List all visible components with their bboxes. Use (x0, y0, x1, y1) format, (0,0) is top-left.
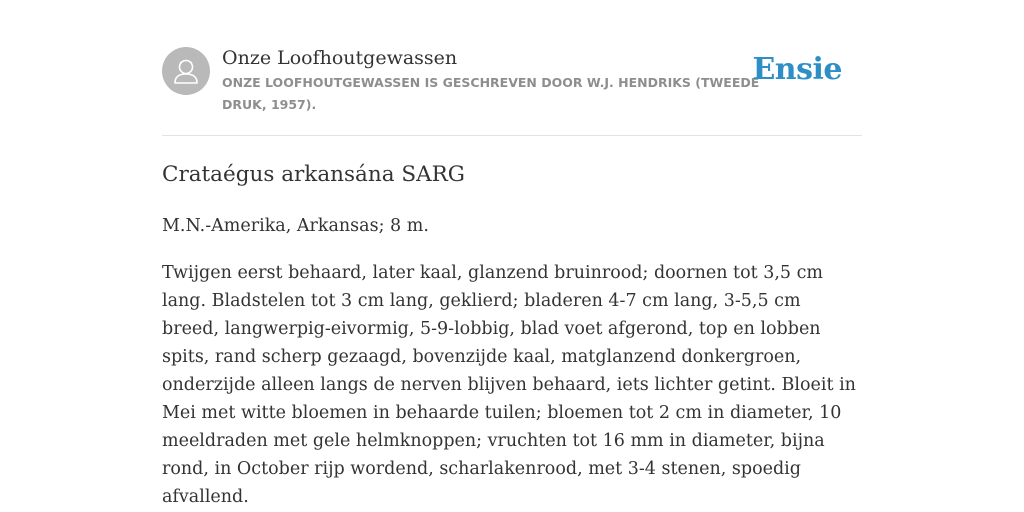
avatar (162, 47, 210, 95)
source-title[interactable]: Onze Loofhoutgewassen (222, 47, 458, 69)
brand-logo[interactable]: Ensie (752, 52, 842, 87)
source-header (162, 44, 862, 136)
user-silhouette-icon (162, 47, 210, 95)
entry-paragraph: M.N.-Amerika, Arkansas; 8 m. (162, 216, 429, 236)
source-description: ONZE LOOFHOUTGEWASSEN IS GESCHREVEN DOOR W.J. HENDRIKS (TWEEDE DRUK, 1957). (222, 75, 760, 112)
entry-paragraph: Twijgen eerst behaard, later kaal, glanzend bruinrood; doornen tot 3,5 cm lang. Bladstelen tot 3 cm lang, geklierd; bladeren 4-7 cm lang, 3-5,5 cm breed, langwerpig-eivormig, 5-9-lobbig, blad voet afgerond, top en lobben spits, rand scherp gezaagd, bovenzijde kaal, matglanzend donkergroen, onderzijde alleen langs de nerven blijven behaard, iets lichter getint. Bloeit in Mei met witte bloemen in behaarde tuilen; bloemen tot 2 cm in diameter, 10 meeldraden met gele helmknoppen; vruchten tot 16 mm in diameter, bijna rond, in October rijp wordend, scharlakenrood, met 3-4 stenen, spoedig afvallend. (162, 263, 856, 507)
entry-title: Crataégus arkansána SARG (162, 162, 465, 187)
